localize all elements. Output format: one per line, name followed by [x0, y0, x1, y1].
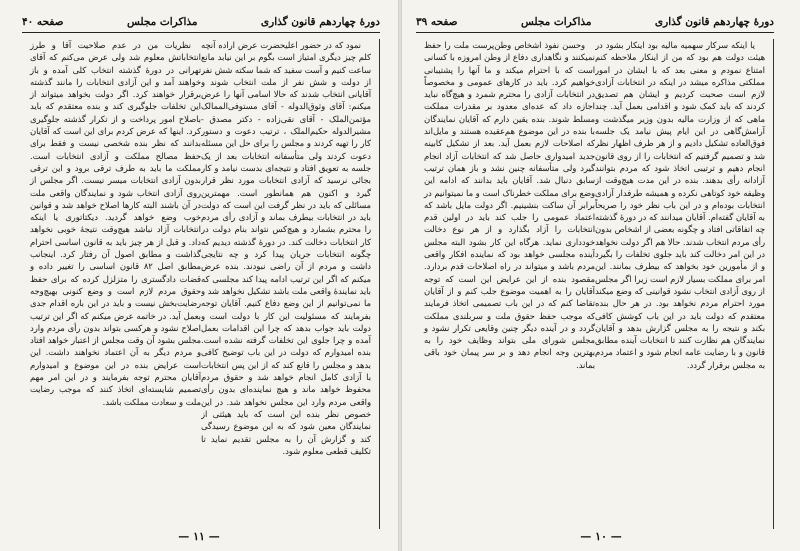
text-columns — [22, 39, 380, 529]
column-text: وحسن نفوذ اشخاص وطن‌پرست ملت را حفظ نمیکنند و نگاهداری دفاع از وطن امروزه با کسانی است که با احترام میکند و ما آنها را پشتیبانی خواهیم کرد. باید در کارهای عمومی و مخصوصاً در انتخابات آزادی را محترم شمرد و هیچ‌گاه نباید اجازه داد که عده‌ای معدود بر مقدرات مملکت مسلط شوند. بنده یقین دارم که آقایان نمایندگان با بنده در این موضوع هم‌عقیده هستند و مایل‌اند که اصلاحات لازم بعمل آید. بعد از تشکیل کابینه جدید امیدواری حاصل شد که انتخابات آزاد انجام گیرد ولی متأسفانه چنین نشد و باز همان ترتیب سابق دنبال شد. آقایان باید بدانند که ادامه این وضع برای مملکت خطرناک است و ما نمیتوانیم در برابر آن ساکت بنشینیم. اگر دولت مایل باشد که اعتماد عمومی را جلب کند باید در اولین قدم انتخابات را آزاد بگذارد و از هر نوع دخالت خودداری نماید. هرگاه این کار بشود البته مجلس آینده مجلسی خواهد بود که نماینده افکار واقعی مردم باشد و میتواند در راه اصلاحات قدم بردارد. مقصود بنده از این عرایض این است که توجه آقایان را به اهمیت موضوع جلب کنم و از آقایان تقاضا کنم که در این باب تصمیمی اتخاذ فرمایند که موجب حفظ حقوق ملت و سربلندی مملکت گردد و در آینده دیگر چنین وقایعی تکرار نشود و مجلس شورای ملی بتواند وظایف خود را به بهترین وجه انجام دهد و بر سر پیمان خود باقی بماند. — [424, 40, 595, 370]
page-number: — ۱۱ — — [178, 530, 220, 543]
header-title: مذاکرات مجلس — [520, 16, 592, 28]
header-page-label: صفحه ۴۰ — [22, 16, 64, 28]
column-right — [201, 39, 380, 529]
text-columns — [416, 39, 774, 529]
right-page — [402, 0, 800, 551]
page-header — [22, 14, 380, 30]
column-left — [416, 39, 595, 529]
left-page — [0, 0, 398, 551]
header-page-label: صفحه ۳۹ — [416, 16, 458, 28]
header-rule — [22, 32, 380, 33]
header-rule — [416, 32, 774, 33]
page-header — [416, 14, 774, 30]
column-right — [595, 39, 774, 529]
column-text: نظریات من در عدم صلاحیت آقا و طرز انتخاباتش معلوم شد ولی عرض می‌کنم که آقای تهرانی در دورهٔ گذشته انتخاب کلی آمده و باز خواهند آمد و این آزادی انتخابات را مانند گذشته برقرار خواهند کرد. اگر دولت بخواهد میتواند از این تخلفات جلوگیری کند و بنده معتقدم که باید باصلاح امور پرداخت و از تکرار گذشته جلوگیری کرد. اینها که عرض کردم برای این است که آقایان بدانند که نظر بنده شخصی نیست و فقط برای حفظ مصالح مملکت و آزادی انتخابات است. مملکت ما باید به طرف ترقی برود و این ترقی بدون آزادی انتخابات میسر نیست. اگر مجلس از روی آزادی انتخاب شود و نمایندگان واقعی ملت در آن باشند البته کارها اصلاح خواهد شد و قوانین خوب وضع خواهد گردید. دیکتاتوری یا اینکه انتخابات آزاد نباشد هیچ‌وقت نتیجهٔ خوبی نخواهد داد. و قبل از هر چیز باید به قانون اساسی احترام گذاشت و مطابق اصول آن رفتار کرد. اینجانب مطابق اصل ۸۲ قانون اساسی را تغییر داده و قضات دادگستری را متزلزل کرده که برای حفظ حقوق مردم لازم است و وضع کنونی بهیچ‌وجه رضایت‌بخش نیست و باید در این باره اقدام جدی بعمل آید. در خاتمه عرض میکنم که اگر این ترتیب اصلاح نشود و هرکسی بتواند بدون رأی مردم وارد مجلس بشود آن وقت مجلس از اعتبار خواهد افتاد و مردم دیگر به آن اعتماد نخواهند داشت. این است عرایض بنده در این موضوع و امیدوارم آقایان محترم توجه بفرمایند و در این امر مهم تصمیم شایسته‌ای اتخاذ کنند که موجب رضایت ملت و سعادت مملکت باشد. — [30, 40, 201, 407]
column-text: یا اینکه سرکار سهمیه مالیه بود اینکار بشود در هیئت دولت هم بود که من از اینکار ملاحظه کنم امتناع نمودم و معنی بعد که با ایشان در امور مملکتی مذاکره میشد در اینکه در انتخابات آزادی لازم است صحبت کردیم و ایشان هم تصدیق کردند که باید کمک شود و اقدامی بعمل آید. چند ماهی که از وزارت مالیه بدون وزیر میگذشت و آرامش‌گاهی در این ایام پیش نیامد یک جلسه فوق‌العاده تشکیل دادیم و از هر طرف اظهار نظر شد و تصمیم گرفتیم که انتخابات را از روی قانون انجام دهیم و ترتیبی اتخاذ شود که مردم بتوانند آزادانه رأی بدهند. بنده در این مدت هیچ‌وقت از وظیفه خود کوتاهی نکرده و همیشه طرفدار آزادی انتخابات بوده‌ام و در این باب نظر خود را صریحاً به آقایان گفته‌ام. آقایان میدانند که در دورهٔ گذشته چه اتفاقاتی افتاد و چگونه بعضی از اشخاص بدون رأی مردم انتخاب شدند. حالا هم اگر دولت نخواهد در این امر دخالت کند باید جلوی تخلفات را بگیرد و از مأمورین خود بخواهد که بیطرف بمانند. این امر برای مملکت بسیار لازم است زیرا اگر مجلس از روی آزادی انتخاب نشود قوانینی که وضع میکند مورد احترام مردم نخواهد بود. در هر حال بنده معتقدم که دولت باید در این باب کوشش کافی بکند و نتیجه را به مجلس گزارش بدهد و آقایان نمایندگان هم نظارت کنند تا انتخابات آینده مطابق قانون و با رضایت عامه انجام شود و اعتماد مردم به مجلس برقرار گردد. — [595, 40, 765, 370]
column-text: نمود که در حضور اعلیحضرت عرض اراده آنچه کلم چیز دیگری امتیاز است بگوم بر این نیابد مانع ساعت کنیم و آست سفید که شما سکته شش نفر از دولت و شش نفر از ملت انتخاب شوند و آقایانی انتخاب شدند که حالا اسامی آنها را عرض میکنم: آقای وثوق‌الدوله - آقای مستوفی‌الممالک مؤتمن‌الملک - آقای نقی‌زاده - دکتر مصدق - مشیرالدوله حکیم‌الملک ، ترتیب دعوت و دستور کار را تهیه کردند و مجلس را برای حل این مسئله دعوت کردند ولی متأسفانه انتخابات بعد از یک جلسه به تعویق افتاد و نتیجه‌ای بدست نیامد و کار بجائی نرسید که آزادی انتخابات مورد نظر قرار گیرد و اکنون هم همانطور است. مهمترین مسائلی که باید در نظر گرفت این است که دولت باید در انتخابات بیطرف بماند و آزادی رأی مردم را محترم بشمارد و هیچ‌کس نتواند بنام دولت در کار انتخابات دخالت کند. در دورهٔ گذشته دیدیم که چگونه انتخابات جریان پیدا کرد و چه نتایجی داشت و مردم از آن راضی نبودند. بنده عرض میکنم که اگر این ترتیب ادامه پیدا کند مجلسی که باید نمایندهٔ واقعی ملت باشد تشکیل نخواهد شد و ما نمی‌توانیم از این وضع دفاع کنیم. آقایان توجه بفرمایند که مسئولیت این کار با دولت است و دولت باید جواب بدهد که چرا این اقدامات بعمل آمده و چرا جلوی این تخلفات گرفته نشده است. بنده امیدوارم که دولت در این باب توضیح کافی بدهد و مجلس را قانع کند که از این پس انتخابات با آزادی کامل انجام خواهد شد و حقوق مردم محفوظ خواهد ماند و هیچ نماینده‌ای بدون رأی واقعی مردم وارد این مجلس نخواهد شد. در این خصوص نظر بنده این است که باید هیئتی از نمایندگان معین شود که به این موضوع رسیدگی کند و گزارش آن را به مجلس تقدیم نماید تا تکلیف قطعی معلوم شود. — [201, 40, 371, 456]
header-session: دورهٔ چهاردهم قانون گذاری — [260, 16, 380, 28]
header-title: مذاکرات مجلس — [126, 16, 198, 28]
column-left — [22, 39, 201, 529]
page-number: — ۱۰ — — [580, 530, 622, 543]
header-session: دورهٔ چهاردهم قانون گذاری — [654, 16, 774, 28]
